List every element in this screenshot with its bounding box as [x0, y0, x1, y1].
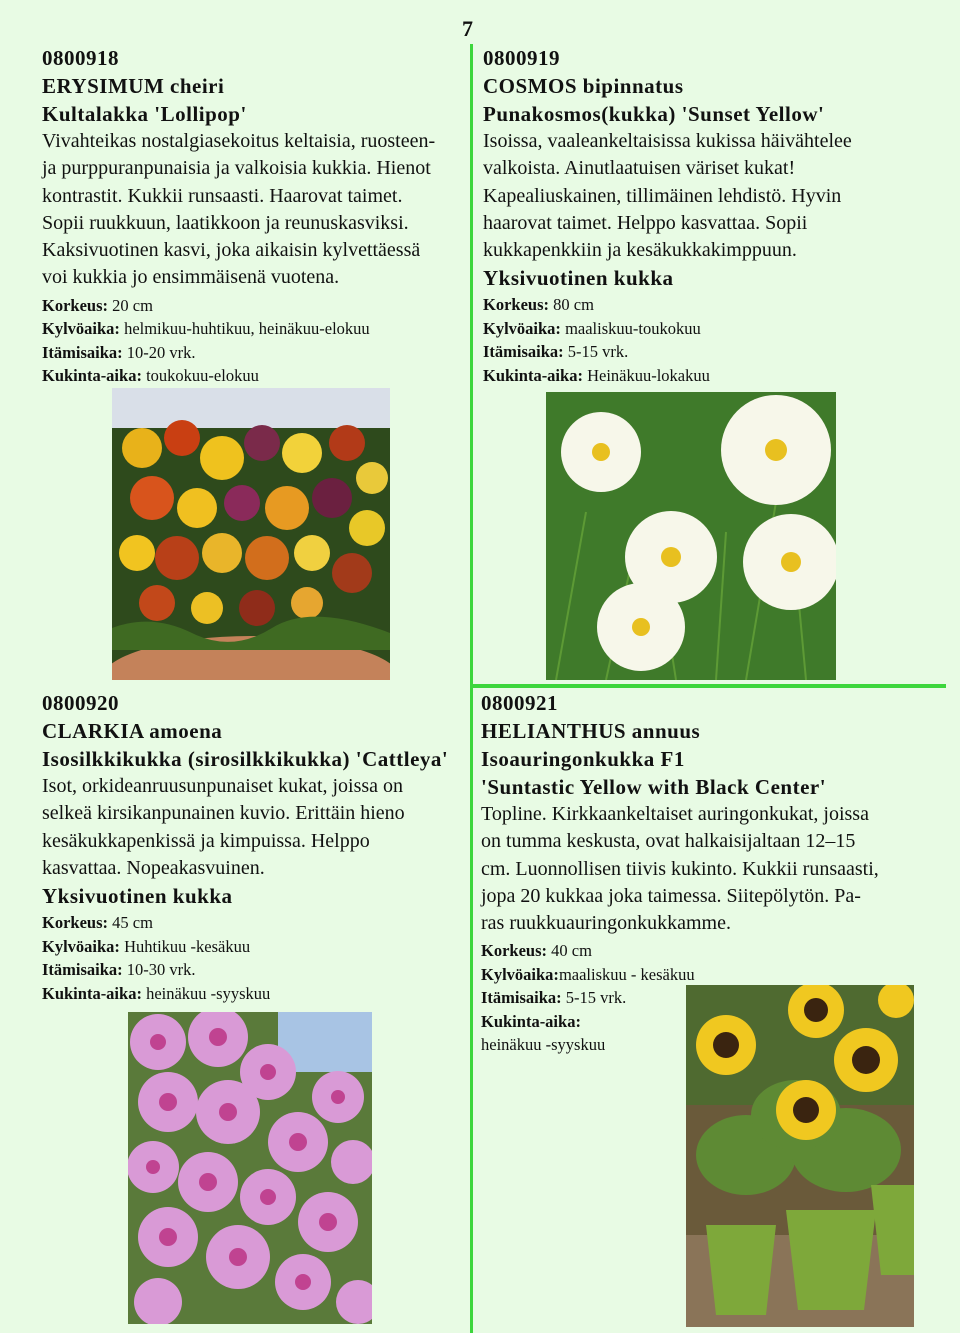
description-line: on tumma keskusta, ovat halkaisijaltaan 12–15 [481, 830, 856, 853]
scientific-name: COSMOS bipinnatus [483, 74, 684, 98]
germination-row [42, 958, 466, 982]
product-clarkia [42, 689, 466, 1005]
product-erysimum [42, 44, 468, 388]
description-line: kesäkukkapenkissä ja kimpuissa. Helppo [42, 829, 370, 852]
sowing-label: Kylvöaika: [483, 318, 561, 338]
sowing-label: Kylvöaika: [481, 964, 559, 984]
page-number: 7 [462, 16, 473, 41]
height-label: Korkeus: [483, 295, 549, 315]
height-row [483, 293, 913, 317]
sowing-value: helmikuu-huhtikuu, heinäkuu-elokuu [119, 319, 370, 339]
height-value: 45 cm [108, 913, 153, 933]
germination-label: Itämisaika: [481, 988, 562, 1008]
product-code: 0800919 [483, 46, 560, 70]
description-line: Vivahteikas nostalgiasekoitus keltaisia, ruosteen- [42, 130, 436, 152]
germination-value: 5-15 vrk. [563, 342, 629, 362]
plant-type: Yksivuotinen kukka [483, 266, 674, 291]
description-line: kontrastit. Kukkii runsaasti. Haarovat taimet. [42, 184, 403, 207]
flowering-row [42, 364, 468, 388]
scientific-name: HELIANTHUS annuus [481, 719, 701, 743]
description-line: Isoissa, vaaleankeltaisissa kukissa häivähtelee [483, 130, 852, 152]
product-code: 0800920 [42, 691, 119, 715]
description-line: Kaksivuotinen kasvi, joka aikaisin kylvettäessä [42, 239, 421, 262]
helianthus-photo [686, 985, 914, 1327]
germination-label: Itämisaika: [42, 342, 123, 362]
description-line: ja purppuranpunaisia ja valkoisia kukkia. Hienot [42, 157, 431, 180]
description-line: voi kukkia jo ensimmäisenä vuotena. [42, 266, 340, 289]
product-cosmos [483, 44, 913, 387]
germination-row [483, 340, 913, 364]
height-label: Korkeus: [42, 295, 108, 315]
scientific-name: CLARKIA amoena [42, 719, 223, 743]
sowing-row [483, 317, 913, 341]
height-row [481, 939, 907, 963]
height-value: 20 cm [108, 295, 153, 315]
plant-type: Yksivuotinen kukka [42, 884, 233, 909]
height-row [42, 294, 468, 318]
flowering-row [42, 982, 466, 1006]
description-line: kukkapenkkiin ja kesäkukkakimppuun. [483, 239, 797, 262]
flowering-label: Kukinta-aika: [481, 1011, 581, 1031]
common-name: Isosilkkikukka (sirosilkkikukka) 'Cattleya' [42, 747, 449, 771]
sowing-value: maaliskuu - kesäkuu [558, 964, 695, 984]
description [42, 128, 468, 292]
product-code: 0800921 [481, 691, 558, 715]
flowering-row [483, 364, 913, 388]
germination-label: Itämisaika: [483, 342, 564, 362]
common-name: Kultalakka 'Lollipop' [42, 102, 247, 126]
flowering-value: heinäkuu -syyskuu [141, 983, 271, 1003]
clarkia-photo [128, 1012, 372, 1324]
description-line: Isot, orkideanruusunpunaiset kukat, joissa on [42, 775, 404, 797]
cosmos-photo [546, 392, 836, 680]
sowing-value: maaliskuu-toukokuu [560, 318, 701, 338]
common-name: Punakosmos(kukka) 'Sunset Yellow' [483, 102, 825, 126]
description [42, 773, 466, 882]
height-label: Korkeus: [481, 941, 547, 961]
sowing-row [481, 963, 907, 987]
description-line: kasvattaa. Nopeakasvuinen. [42, 856, 265, 879]
sowing-label: Kylvöaika: [42, 319, 120, 339]
product-code: 0800918 [42, 46, 119, 70]
sowing-label: Kylvöaika: [42, 936, 120, 956]
flowering-label: Kukinta-aika: [42, 983, 142, 1003]
germination-value: 10-20 vrk. [122, 342, 196, 362]
height-value: 40 cm [547, 941, 592, 961]
height-value: 80 cm [549, 295, 594, 315]
description-line: Sopii ruukkuun, laatikkoon ja reunuskasviksi. [42, 211, 409, 234]
details [42, 911, 466, 1005]
flowering-value: Heinäkuu-lokakuu [582, 365, 710, 385]
erysimum-photo [112, 388, 390, 680]
description-line: ras ruukkuauringonkukkamme. [481, 912, 731, 935]
germination-value: 5-15 vrk. [561, 988, 627, 1008]
scientific-name: ERYSIMUM cheiri [42, 74, 225, 98]
flowering-value: heinäkuu -syyskuu [481, 1035, 606, 1055]
sowing-value: Huhtikuu -kesäkuu [119, 936, 251, 956]
flowering-label: Kukinta-aika: [42, 366, 142, 386]
description [483, 128, 913, 264]
description-line: Kapealiuskainen, tillimäinen lehdistö. Hyvin [483, 184, 842, 207]
flowering-value: toukokuu-elokuu [141, 366, 259, 386]
germination-row [42, 341, 468, 365]
description-line: haarovat taimet. Helppo kasvattaa. Sopii [483, 211, 808, 234]
cultivar-name: 'Suntastic Yellow with Black Center' [481, 775, 827, 799]
germination-value: 10-30 vrk. [122, 960, 196, 980]
vertical-divider [470, 44, 473, 1333]
details [483, 293, 913, 387]
sowing-row [42, 317, 468, 341]
details [42, 294, 468, 388]
description-line: jopa 20 kukkaa joka taimessa. Siitepölytön. Pa- [481, 884, 861, 907]
description-line: Topline. Kirkkaankeltaiset auringonkukat, joissa [481, 803, 869, 825]
height-row [42, 911, 466, 935]
horizontal-divider [470, 684, 946, 688]
description [481, 801, 907, 937]
description-line: cm. Luonnollisen tiivis kukinto. Kukkii runsaasti, [481, 857, 879, 880]
description-line: selkeä kirsikanpunainen kuvio. Erittäin hieno [42, 802, 405, 825]
description-line: valkoista. Ainutlaatuisen väriset kukat! [483, 157, 796, 180]
flowering-label: Kukinta-aika: [483, 365, 583, 385]
germination-label: Itämisaika: [42, 960, 123, 980]
common-name: Isoauringonkukka F1 [481, 747, 685, 771]
sowing-row [42, 935, 466, 959]
height-label: Korkeus: [42, 913, 108, 933]
